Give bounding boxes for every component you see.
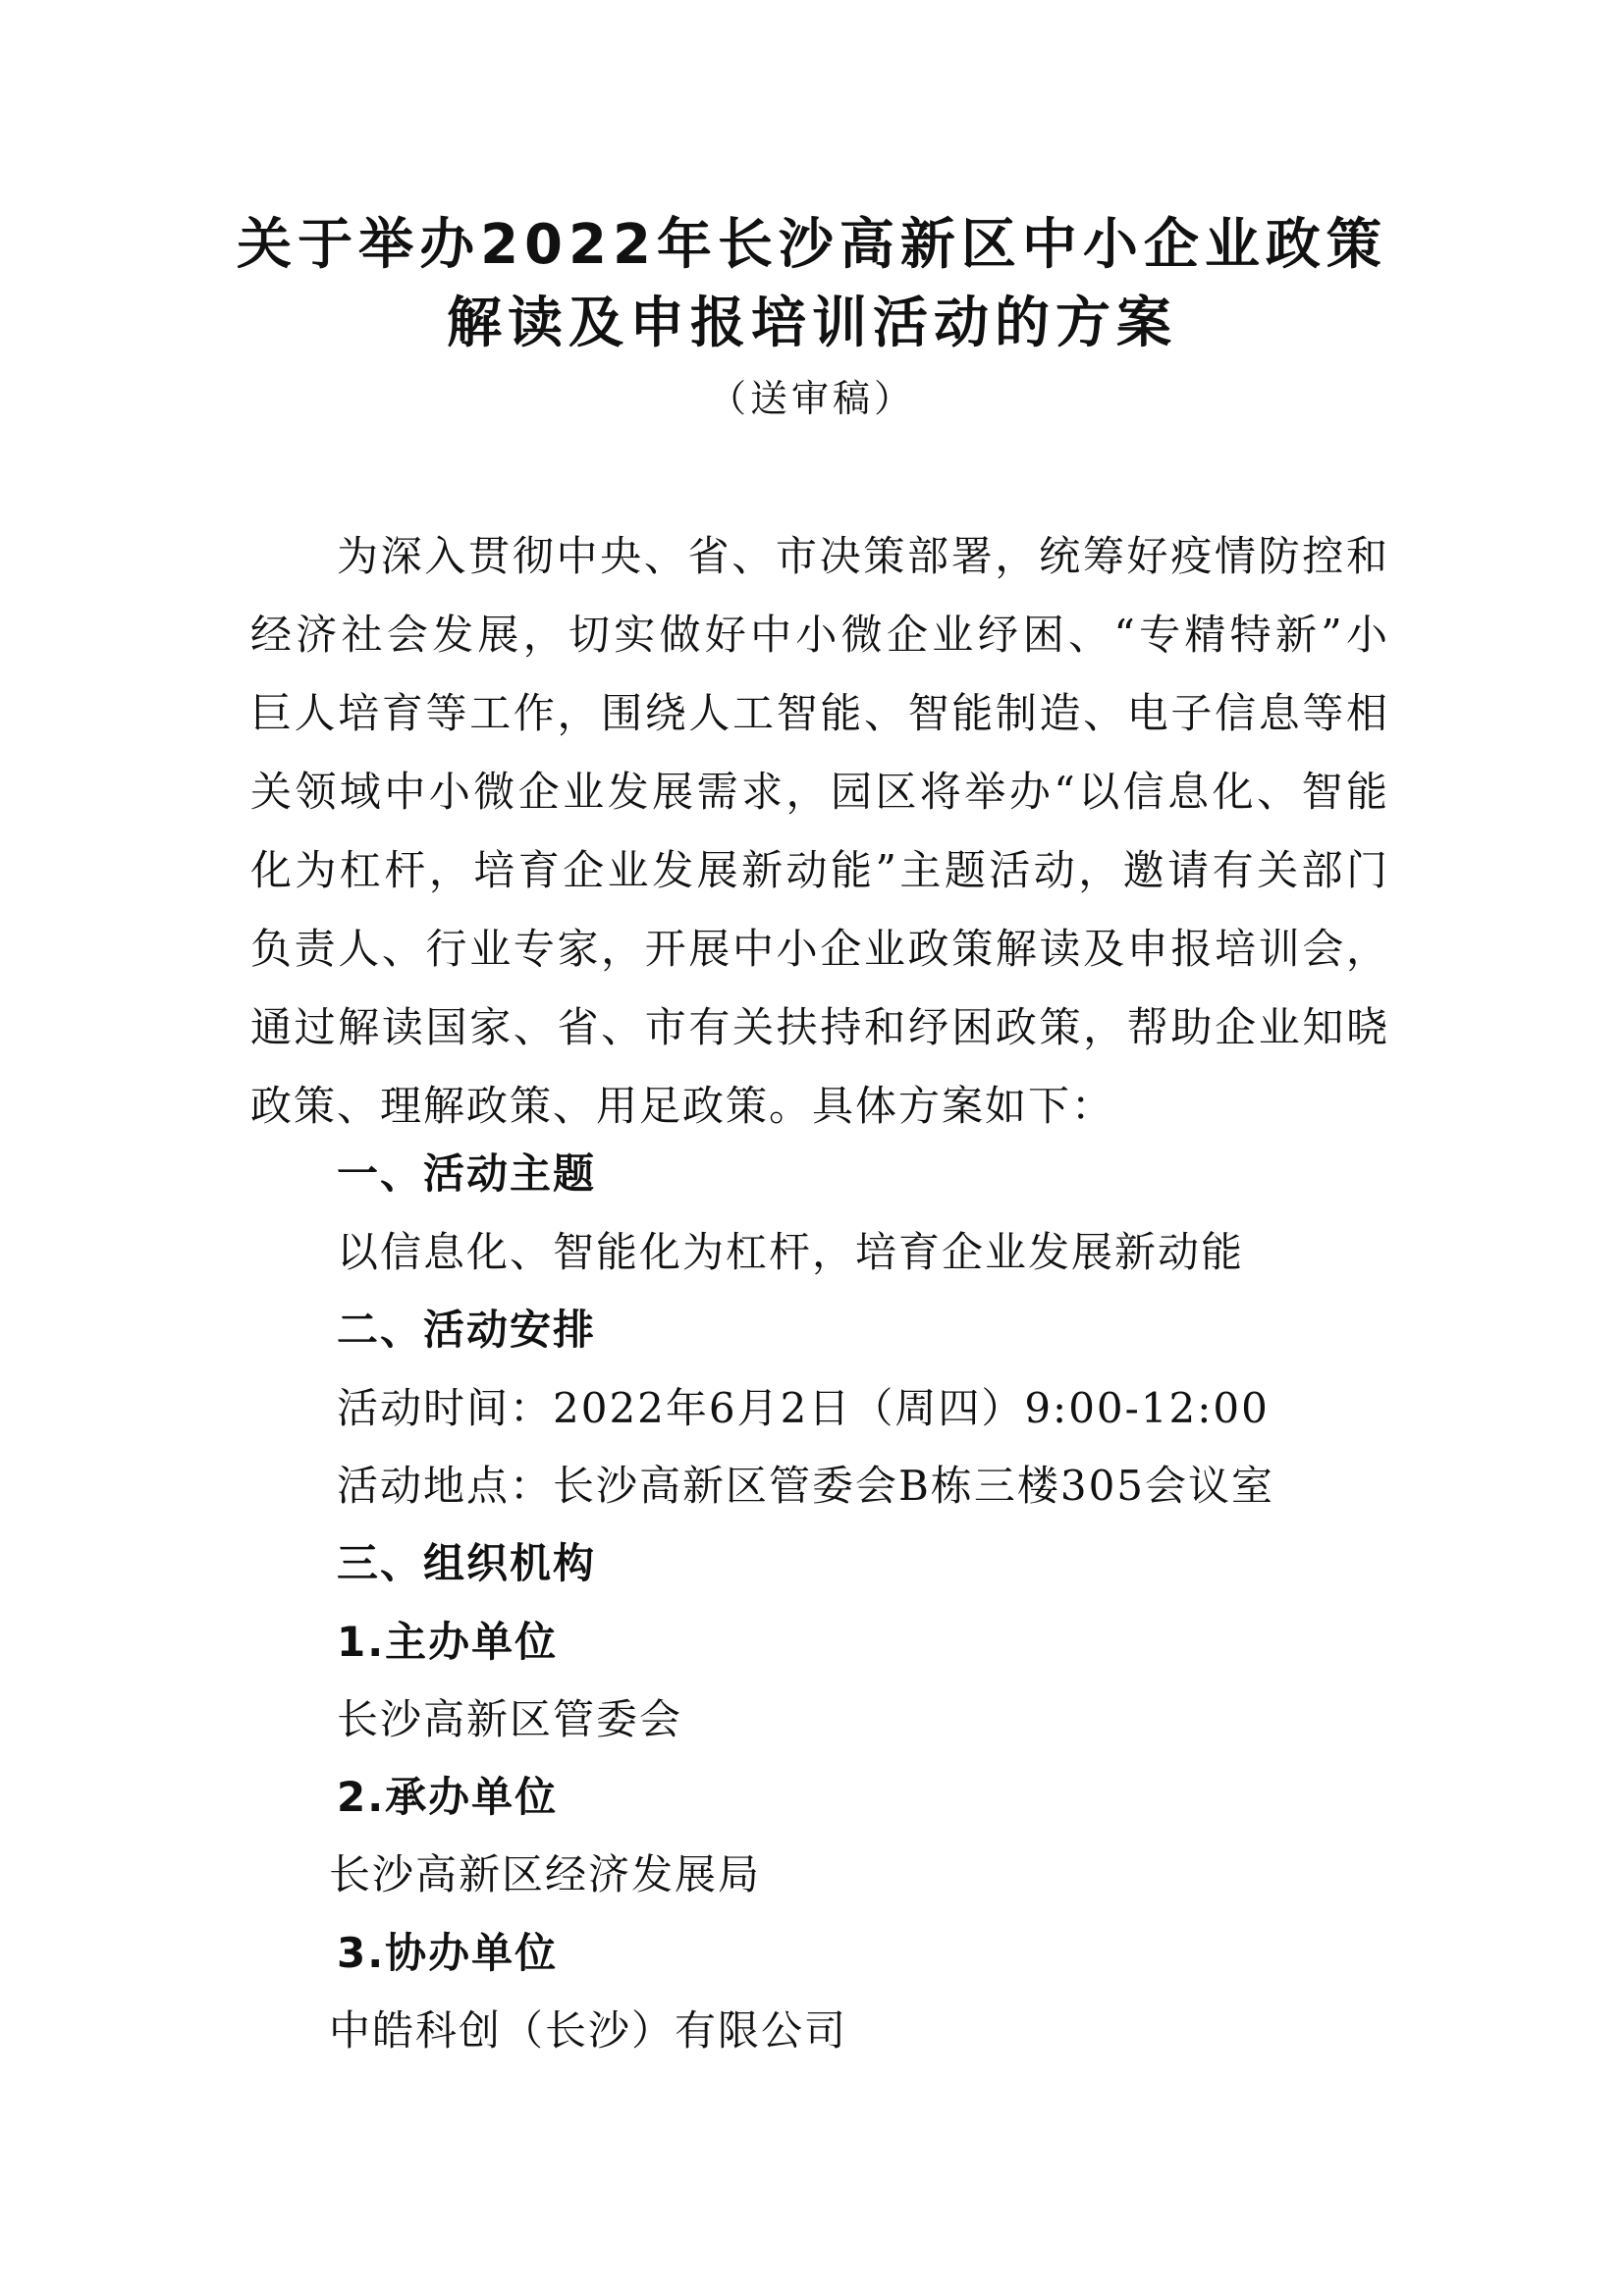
- section-1-text: 以信息化、智能化为杠杆，培育企业发展新动能: [337, 1228, 1245, 1276]
- intro-paragraph: [250, 517, 1389, 1146]
- section-2-heading: 二、活动安排: [337, 1306, 597, 1354]
- host-heading: 1.主办单位: [337, 1618, 559, 1666]
- organizer-text: 长沙高新区经济发展局: [329, 1850, 762, 1898]
- intro-line: 经济社会发展，切实做好中小微企业纾困、“专精特新”小: [250, 611, 1389, 659]
- intro-line: 巨人培育等工作，围绕人工智能、智能制造、电子信息等相: [250, 689, 1389, 737]
- co-organizer-heading: 3.协办单位: [337, 1929, 559, 1977]
- intro-line: 关领域中小微企业发展需求，园区将举办“以信息化、智能: [250, 768, 1389, 816]
- co-organizer-text: 中皓科创（长沙）有限公司: [329, 2006, 848, 2055]
- intro-line: 化为杠杆，培育企业发展新动能”主题活动，邀请有关部门: [250, 846, 1389, 894]
- activity-place: 活动地点：长沙高新区管委会B栋三楼305会议室: [337, 1462, 1275, 1510]
- document-title-line-2: 解读及申报培训活动的方案: [447, 292, 1177, 355]
- section-3-heading: 三、组织机构: [337, 1539, 597, 1587]
- host-text: 长沙高新区管委会: [337, 1695, 683, 1743]
- intro-line: 负责人、行业专家，开展中小企业政策解读及申报培训会，: [250, 925, 1389, 973]
- organizer-heading: 2.承办单位: [337, 1773, 559, 1821]
- document-subtitle: （送审稿）: [708, 377, 915, 420]
- activity-time: 活动时间：2022年6月2日（周四）9:00-12:00: [337, 1384, 1270, 1432]
- intro-line: 政策、理解政策、用足政策。具体方案如下：: [250, 1082, 1115, 1130]
- intro-line: 通过解读国家、省、市有关扶持和纾困政策，帮助企业知晓: [250, 1003, 1389, 1051]
- intro-line: 为深入贯彻中央、省、市决策部署，统筹好疫情防控和: [337, 532, 1389, 580]
- document-title-line-1: 关于举办2022年长沙高新区中小企业政策: [237, 213, 1387, 277]
- section-1-heading: 一、活动主题: [337, 1149, 597, 1198]
